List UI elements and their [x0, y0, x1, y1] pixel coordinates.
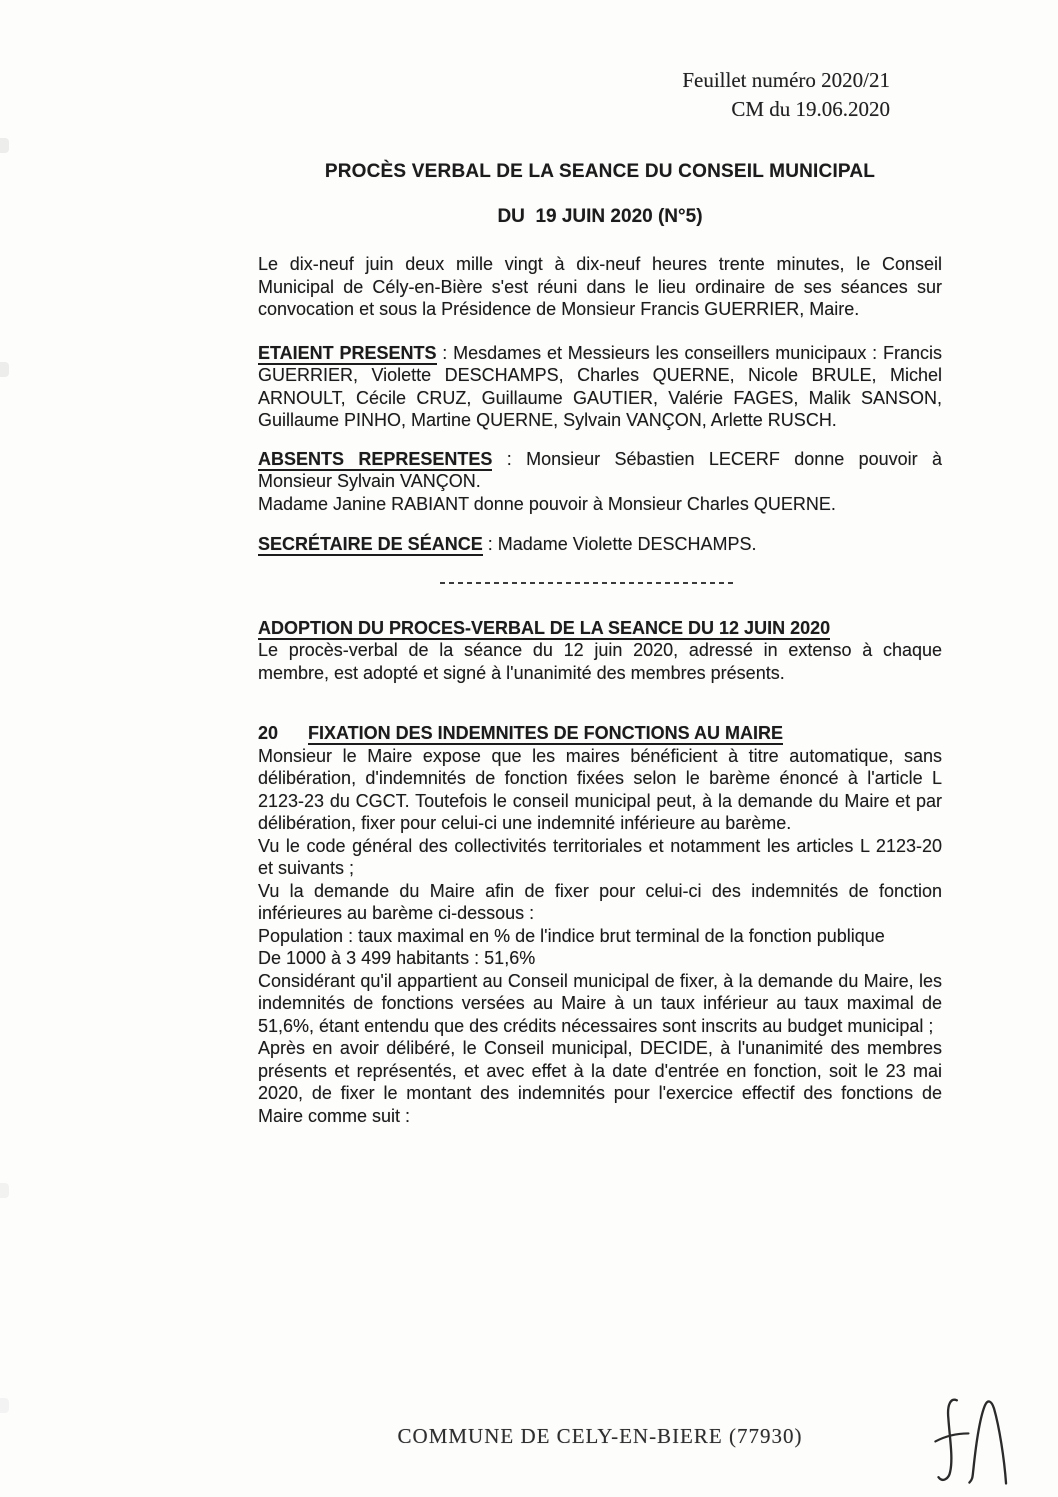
- document-body: [258, 0, 942, 1127]
- commune-footer: COMMUNE DE CELY-EN-BIERE (77930): [397, 1424, 803, 1448]
- absent-members-paragraph: [258, 448, 942, 516]
- dashed-separator: [440, 582, 737, 584]
- item20-heading-text: FIXATION DES INDEMNITES DE FONCTIONS AU MAIRE: [308, 723, 784, 743]
- meeting-reference: CM du 19.06.2020: [731, 97, 890, 121]
- scan-artifact: [0, 1183, 9, 1198]
- scan-artifact: [0, 362, 9, 377]
- adoption-heading-text: ADOPTION DU PROCES-VERBAL DE LA SEANCE DU 12 JUIN 2020: [258, 617, 831, 638]
- adoption-paragraph: Le procès-verbal de la séance du 12 juin 2020, adressé in extenso à chaque membre, est adopté et signé à l'unanimité des membres présents.: [258, 640, 942, 683]
- present-text: : Mesdames et Messieurs les conseillers municipaux : Francis GUERRIER, Violette DESCHAMPS, Charles QUERNE, Nicole BRULE, Michel ARNOULT, Cécile CRUZ, Guillaume GAUTIER, Valérie FAGES, Malik SANSON, Guillaume PINHO, Martine QUERNE, Sylvain VANÇON, Arlette RUSCH.: [258, 342, 942, 430]
- document-subtitle: DU 19 JUIN 2020 (N°5): [497, 206, 703, 227]
- item20-paragraph: Vu la demande du Maire afin de fixer pour celui-ci des indemnités de fonction inférieures au barème ci-dessous :: [258, 880, 942, 923]
- present-label: ETAIENT PRESENTS: [258, 342, 437, 363]
- secretary-text: : Madame Violette DESCHAMPS.: [482, 534, 757, 554]
- item20-paragraph: Population : taux maximal en % de l'indice brut terminal de la fonction publique: [258, 925, 885, 946]
- item20-number: 20: [258, 723, 279, 743]
- item20-paragraph: Vu le code général des collectivités territoriales et notamment les articles L 2123-20 et suivants ;: [258, 835, 942, 878]
- handwritten-initials: [930, 1390, 1015, 1492]
- item20-heading: [258, 722, 942, 745]
- scan-artifact: [0, 138, 9, 153]
- adoption-heading: [258, 617, 942, 640]
- item20-paragraph: Considérant qu'il appartient au Conseil municipal de fixer, à la demande du Maire, les indemnités de fonctions versées au Maire à un taux inférieur au taux maximal de 51,6%, étant entendu que des crédits nécessaires sont inscrits au budget municipal ;: [258, 970, 942, 1036]
- item20-paragraph: De 1000 à 3 499 habitants : 51,6%: [258, 948, 536, 968]
- item20-paragraph: Monsieur le Maire expose que les maires bénéficient à titre automatique, sans délibération, d'indemnités de fonction fixées selon le barème énoncé à l'article L 2123-23 du CGCT. Toutefois le conseil municipal peut, à la demande du Maire et par délibération, fixer pour celui-ci une indemnité inférieure au barème.: [258, 745, 942, 833]
- absent-text-line1: : Monsieur Sébastien LECERF donne pouvoir à Monsieur Sylvain VANÇON.: [258, 448, 942, 491]
- item20-paragraph: Après en avoir délibéré, le Conseil municipal, DECIDE, à l'unanimité des membres présents et représentés, et avec effet à la date d'entrée en fonction, soit le 23 mai 2020, de fixer le montant des indemnités pour l'exercice effectif des fonctions de Maire comme suit :: [258, 1038, 942, 1126]
- secretary-paragraph: [258, 533, 942, 556]
- absent-text-line2: Madame Janine RABIANT donne pouvoir à Monsieur Charles QUERNE.: [258, 493, 836, 514]
- secretary-label: SECRÉTAIRE DE SÉANCE: [258, 534, 483, 554]
- sheet-number: Feuillet numéro 2020/21: [682, 68, 890, 92]
- scan-artifact: [0, 1398, 9, 1413]
- present-members-paragraph: [258, 342, 942, 432]
- intro-paragraph: Le dix-neuf juin deux mille vingt à dix-neuf heures trente minutes, le Conseil Municipal de Cély-en-Bière s'est réuni dans le lieu ordinaire de ses séances sur convocation et sous la Présidence de Monsieur Francis GUERRIER, Maire.: [258, 254, 942, 319]
- absent-label: ABSENTS REPRESENTES: [258, 448, 493, 469]
- document-title: PROCÈS VERBAL DE LA SEANCE DU CONSEIL MUNICIPAL: [324, 161, 876, 182]
